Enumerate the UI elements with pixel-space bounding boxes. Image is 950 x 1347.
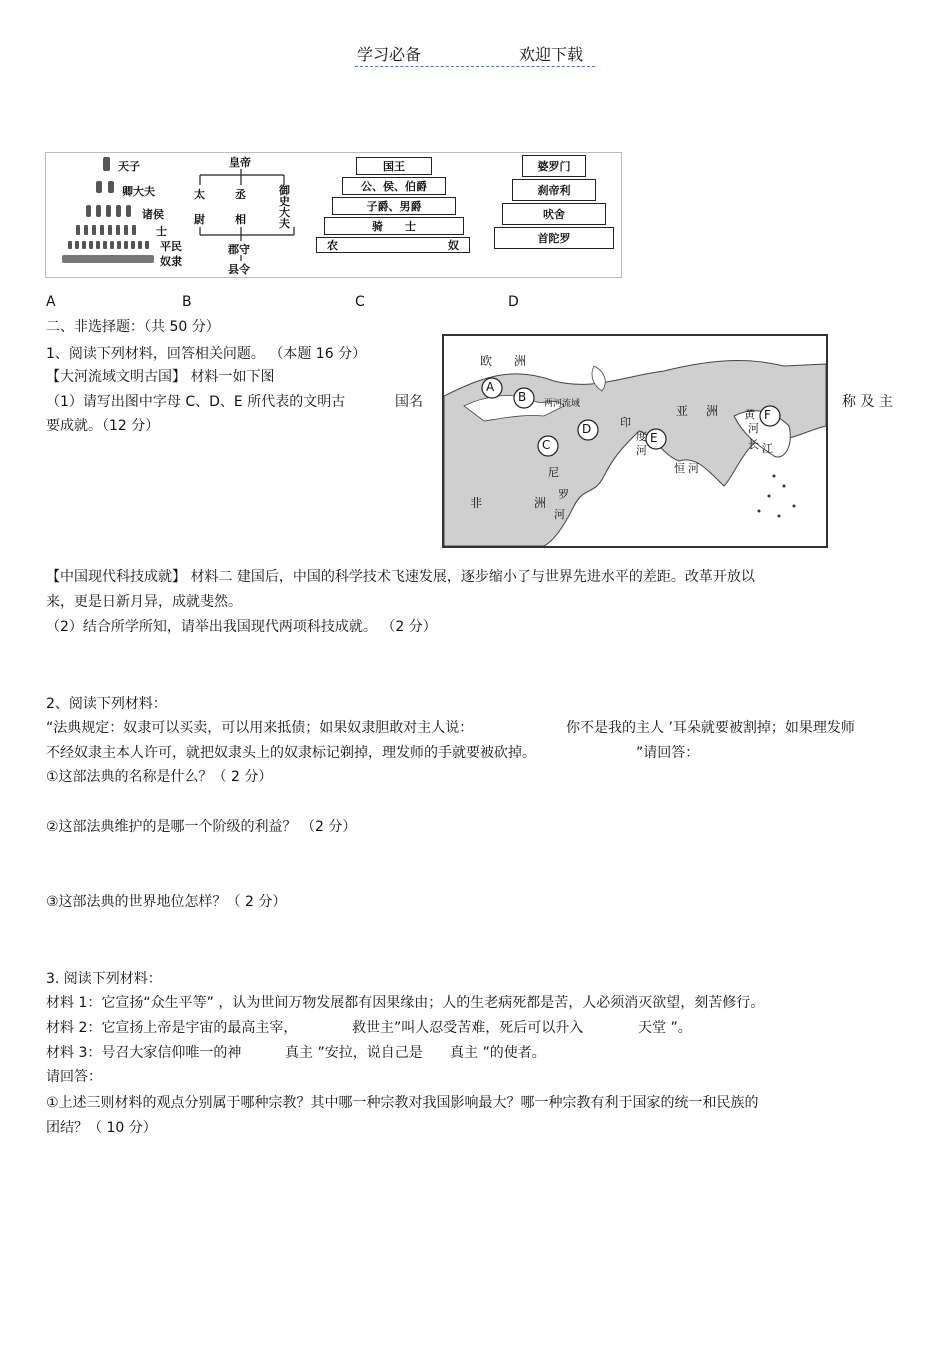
q3-material2-c: 天堂 ”。 <box>638 1020 692 1036</box>
q3-material3-a: 材料 3：号召大家信仰唯一的神 <box>46 1045 242 1061</box>
map-label-zhou-africa: 洲 <box>534 496 547 510</box>
q3-material2-a: 材料 2：它宣扬上帝是宇宙的最高主宰， <box>46 1020 298 1036</box>
level-king: 国王 <box>356 157 432 175</box>
rank-pingmin: 平民 <box>160 240 182 253</box>
figure-d-caste-system <box>494 153 614 253</box>
q3-material2-b: 救世主”叫人忍受苦难，死后可以升入 <box>352 1020 584 1036</box>
map-label-huang: 黄 <box>744 408 755 421</box>
map-label-ni: 尼 <box>548 466 559 479</box>
map-label-du: 度 <box>636 430 647 443</box>
q1-sub1-right: 称 及 主 <box>842 394 893 410</box>
header-right-text: 欢迎下载 <box>519 45 584 64</box>
q1-material1: 【大河流域文明古国】 材料一如下图 <box>46 369 275 385</box>
marker-e: E <box>650 431 658 445</box>
q3-ask: 请回答： <box>46 1069 102 1085</box>
rank-tianzi: 天子 <box>118 160 140 173</box>
level-nobles-high: 公、侯、伯爵 <box>342 177 446 195</box>
figure-label-c: C <box>355 294 365 310</box>
q2-text1-b: 你不是我的主人 ’耳朵就要被割掉；如果理发师 <box>566 720 855 736</box>
q3-item1-line1: ①上述三则材料的观点分别属于哪种宗教？其中哪一种宗教对我国影响最大？哪一种宗教有利于国家的统一和民族的 <box>46 1095 759 1111</box>
map-label-luo: 罗 <box>558 488 569 501</box>
map-label-he-indus: 河 <box>636 444 647 457</box>
marker-b: B <box>518 390 527 404</box>
q2-item2: ②这部法典维护的是哪一个阶级的利益？ （2 分） <box>46 819 357 835</box>
social-hierarchy-figures <box>45 152 622 278</box>
org-yushidafu: 御史大夫 <box>279 184 290 230</box>
map-label-he-yellow: 河 <box>748 422 759 435</box>
page-header <box>355 42 595 67</box>
ancient-civilizations-map <box>442 334 828 548</box>
caste-brahmin: 婆罗门 <box>522 155 586 177</box>
q2-item1: ①这部法典的名称是什么？（ 2 分） <box>46 769 273 785</box>
map-label-zhou-europe: 洲 <box>514 354 527 368</box>
q2-text1-a: “法典规定：奴隶可以买卖，可以用来抵债；如果奴隶胆敢对主人说： <box>46 720 474 736</box>
figure-label-a: A <box>46 294 56 310</box>
org-chengxiang-1: 丞 <box>235 188 246 201</box>
map-label-yin: 印 <box>620 416 631 429</box>
q1-sub1-left: （1）请写出图中字母 C、D、E 所代表的文明古 <box>46 394 346 410</box>
rank-zhuhou: 诸侯 <box>142 208 164 221</box>
q1-title: 1、阅读下列材料，回答相关问题。 （本题 16 分） <box>46 346 367 362</box>
level-knight: 骑 士 <box>324 217 464 235</box>
map-label-fei: 非 <box>470 496 483 510</box>
q1-sub2: （2）结合所学所知，请举出我国现代两项科技成就。 （2 分） <box>46 619 437 635</box>
org-junshou: 郡守 <box>228 243 250 256</box>
q3-material1: 材料 1：它宣扬“众生平等” ，认为世间万物发展都有因果缘由；人的生老病死都是苦，人必须消灭欲望，刻苦修行。 <box>46 995 765 1011</box>
q2-text2-a: 不经奴隶主本人许可，就把奴隶头上的奴隶标记剃掉，理发师的手就要被砍掉。 <box>46 745 536 761</box>
rank-nuli: 奴隶 <box>160 255 182 268</box>
map-label-he-ganges: 河 <box>688 462 699 475</box>
figure-label-d: D <box>508 294 519 310</box>
map-label-jiang: 江 <box>762 442 773 455</box>
q2-title: 2、阅读下列材料： <box>46 696 167 712</box>
rank-qingdafu: 卿大夫 <box>122 185 155 198</box>
figure-label-b: B <box>182 294 192 310</box>
level-serf: 农 奴 <box>316 237 470 253</box>
q3-item1-line2: 团结？（ 10 分） <box>46 1120 157 1136</box>
org-emperor: 皇帝 <box>229 156 251 169</box>
q1-sub1-line2: 要成就。（12 分） <box>46 418 160 434</box>
marker-c: C <box>542 438 551 452</box>
org-chengxiang-2: 相 <box>235 213 246 226</box>
q1-sub1-mark: 国名 <box>395 394 423 410</box>
marker-f: F <box>764 408 771 422</box>
q1-material2-line2: 来，更是日新月异，成就斐然。 <box>46 594 242 610</box>
q3-material3-c: 真主 ”的使者。 <box>450 1045 546 1061</box>
caste-kshatriya: 刹帝利 <box>512 179 596 201</box>
map-label-zhou-asia: 洲 <box>706 404 719 418</box>
q2-text2-b: ”请回答： <box>636 745 700 761</box>
map-label-mesopotamia: 两河流域 <box>544 399 581 409</box>
section-title: 二、非选择题：（共 50 分） <box>46 319 220 335</box>
map-label-heng: 恒 <box>674 462 685 475</box>
q3-title: 3. 阅读下列材料： <box>46 971 162 987</box>
rank-shi: 士 <box>156 225 167 238</box>
marker-a: A <box>486 380 495 394</box>
org-taiwei-2: 尉 <box>194 213 205 226</box>
marker-d: D <box>582 422 592 436</box>
caste-vaishya: 吠舍 <box>502 203 606 225</box>
map-label-ou: 欧 <box>480 354 493 368</box>
map-label-chang: 长 <box>748 438 759 451</box>
caste-shudra: 首陀罗 <box>494 227 614 249</box>
figure-b-qin-government <box>186 153 301 275</box>
org-xianling: 县令 <box>228 263 250 276</box>
level-nobles-low: 子爵、男爵 <box>332 197 456 215</box>
q2-item3: ③这部法典的世界地位怎样？（ 2 分） <box>46 894 287 910</box>
q1-material2-line1: 【中国现代科技成就】 材料二 建国后，中国的科学技术飞速发展，逐步缩小了与世界先进水平的差距。改革开放以 <box>46 569 755 585</box>
org-taiwei-1: 太 <box>194 188 205 201</box>
figure-a-zhou-hierarchy <box>56 155 186 273</box>
q3-material3-b: 真主 ”安拉，说自己是 <box>285 1045 423 1061</box>
figure-c-feudal-pyramid <box>316 157 476 257</box>
map-label-he-nile: 河 <box>554 508 565 521</box>
map-label-ya: 亚 <box>676 404 689 418</box>
header-left-text: 学习必备 <box>357 45 422 64</box>
